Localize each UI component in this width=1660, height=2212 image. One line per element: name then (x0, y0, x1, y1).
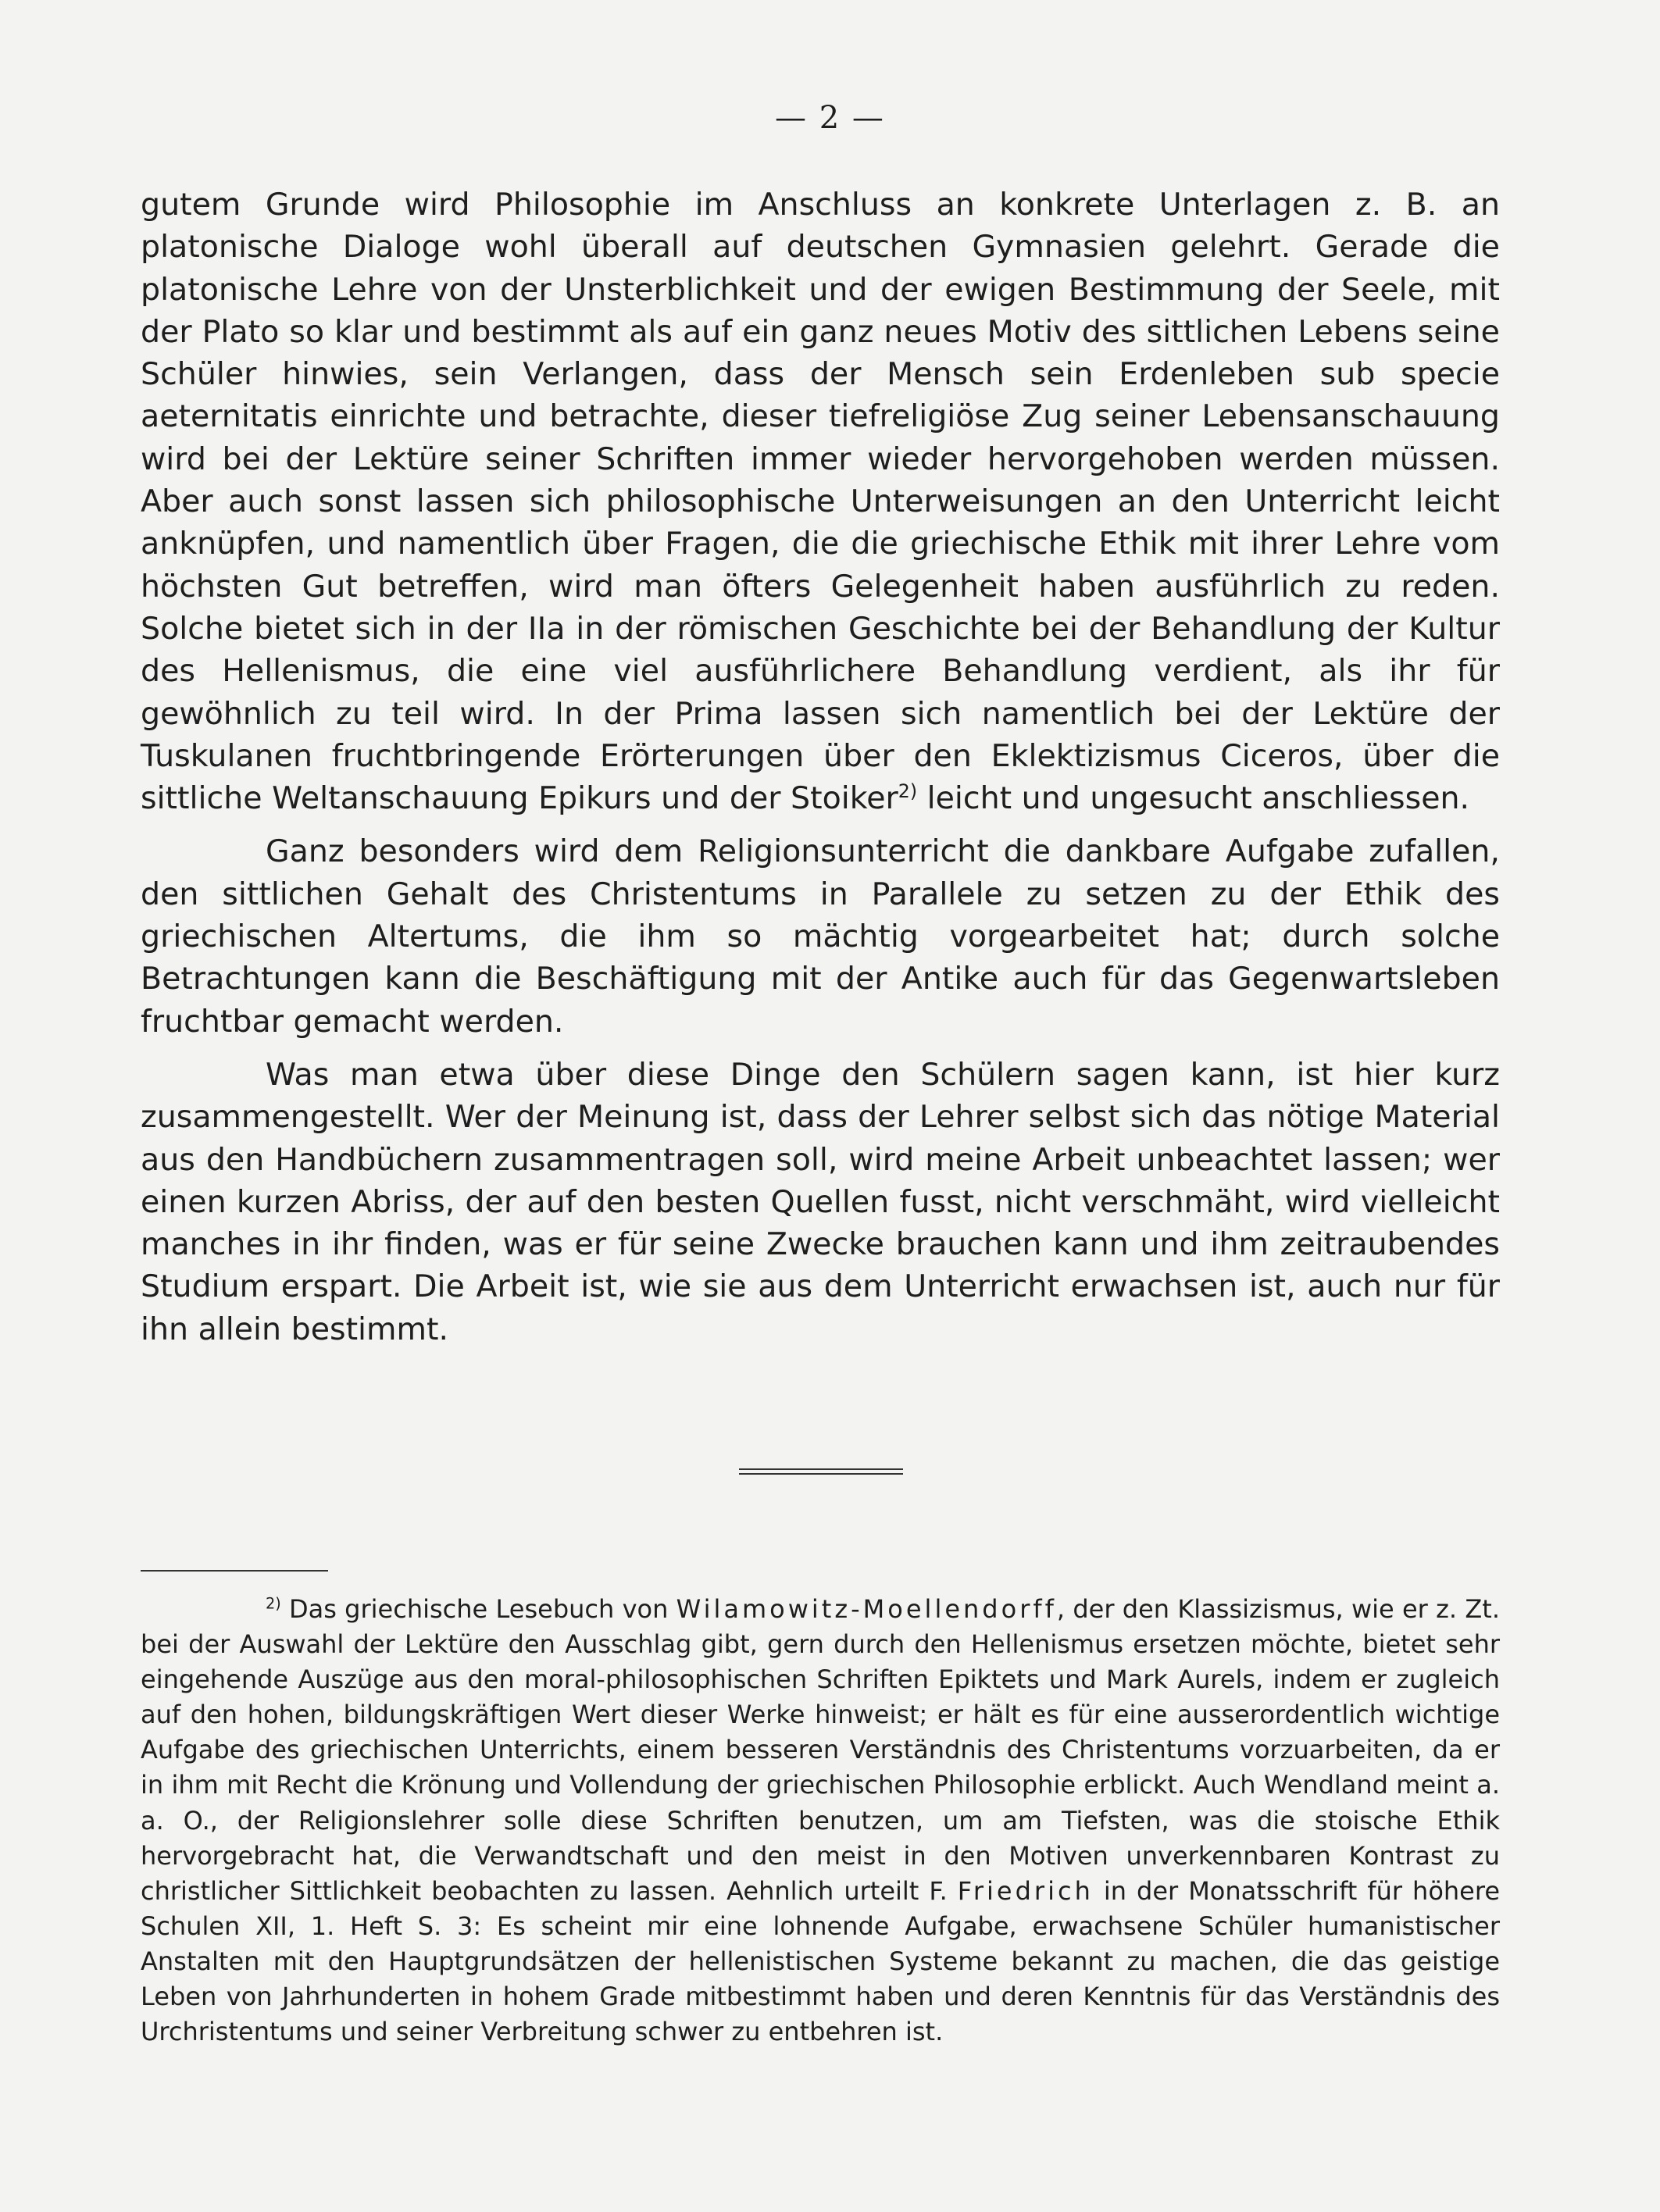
footnote-part-3: in der Monatsschrift für höhere Schulen XII, 1. Heft S. 3: Es scheint mir eine lohnende Aufgabe, erwachsene Schüler humanistischer Anstalten mit den Hauptgrundsätzen der hellenistischen Systeme bekannt zu machen, die das geistige Leben von Jahrhunderten in hohem Grade mitbestimmt haben und deren Kenntnis für das Verständnis des Urchristentums und seiner Verbreitung schwer zu entbehren ist. (141, 1875, 1501, 2047)
main-text (141, 184, 1500, 1350)
footnote-text (141, 1592, 1500, 2050)
paragraph-3: Was man etwa über diese Dinge den Schülern sagen kann, ist hier kurz zusammengestellt. Wer der Meinung ist, dass der Lehrer selbst sich das nötige Material aus den Handbüchern zusammentragen soll, wird meine Arbeit unbeachtet lassen; wer einen kurzen Abriss, der auf den besten Quellen fusst, nicht verschmäht, wird vielleicht manches in ihr finden, was er für seine Zwecke brauchen kann und ihm zeitraubendes Studium erspart. Die Arbeit ist, wie sie aus dem Unterricht erwachsen ist, auch nur für ihn allein bestimmt. (141, 1056, 1500, 1347)
paragraph-1 (141, 184, 1500, 819)
footnote-marker: 2) (266, 1594, 281, 1613)
page-number: — 2 — (775, 100, 885, 136)
paragraph-1-text: gutem Grunde wird Philosophie im Anschluss an konkrete Unterlagen z. B. an platonische Dialoge wohl überall auf deutschen Gymnasien gelehrt. Gerade die platonische Lehre von der Unsterblichkeit und der ewigen Bestimmung der Seele, mit der Plato so klar und bestimmt als auf ein ganz neues Motiv des sittlichen Lebens seine Schüler hinwies, sein Verlangen, dass der Mensch sein Erdenleben sub specie aeternitatis einrichte und betrachte, dieser tiefreligiöse Zug seiner Lebensanschauung wird bei der Lektüre seiner Schriften immer wieder hervorgehoben werden müssen. Aber auch sonst lassen sich philosophische Unterweisungen an den Unterricht leicht anknüpfen, und namentlich über Fragen, die die griechische Ethik mit ihrer Lehre vom höchsten Gut betreffen, wird man öfters Gelegenheit haben ausführlich zu reden. Solche bietet sich in der IIa in der römischen Geschichte bei der Behandlung der Kultur des Hellenismus, die eine viel ausführlichere Behandlung verdient, als ihr für gewöhnlich zu teil wird. In der Prima lassen sich namentlich bei der Lektüre der Tuskulanen fruchtbringende Erörterungen über den Eklektizismus Ciceros, über die sittliche Weltanschauung Epikurs und der Stoiker (141, 187, 1500, 817)
paragraph-1-tail: leicht und ungesucht anschliessen. (917, 780, 1470, 817)
footnote-author-1: Wilamowitz-Moellendorff (676, 1594, 1057, 1624)
footnote-author-2: Friedrich (957, 1875, 1094, 1906)
footnote-reference: 2) (898, 780, 918, 802)
footnote-rule (141, 1570, 328, 1572)
footnote-part-2: , der den Klassizismus, wie er z. Zt. bei der Auswahl der Lektüre den Ausschlag gibt, gern durch den Hellenismus ersetzen möchte, bietet sehr eingehende Auszüge aus den moral-philosophischen Schriften Epiktets und Mark Aurels, indem er zugleich auf den hohen, bildungskräftigen Wert dieser Werke hinweist; er hält es für eine ausserordentlich wichtige Aufgabe des griechischen Unterrichts, einem besseren Verständnis des Christentums vorzuarbeiten, da er in ihm mit Recht die Krönung und Vollendung der griechischen Philosophie erblickt. Auch Wendland meint a. a. O., der Religionslehrer solle diese Schriften benutzen, um am Tiefsten, was die stoische Ethik hervorgebracht hat, die Verwandtschaft und den meist in den Motiven unverkennbaren Kontrast zu christlicher Sittlichkeit beobachten zu lassen. Aehnlich urteilt F. (141, 1594, 1501, 1906)
section-separator (739, 1468, 903, 1475)
footnote-part-1: Das griechische Lesebuch von (280, 1594, 676, 1624)
footnote (141, 1592, 1500, 2050)
paragraph-2: Ganz besonders wird dem Religionsunterricht die dankbare Aufgabe zufallen, den sittlichen Gehalt des Christentums in Parallele zu setzen zu der Ethik des griechischen Altertums, die ihm so mächtig vorgearbeitet hat; durch solche Betrachtungen kann die Beschäftigung mit der Antike auch für das Gegenwartsleben fruchtbar gemacht werden. (141, 833, 1500, 1040)
